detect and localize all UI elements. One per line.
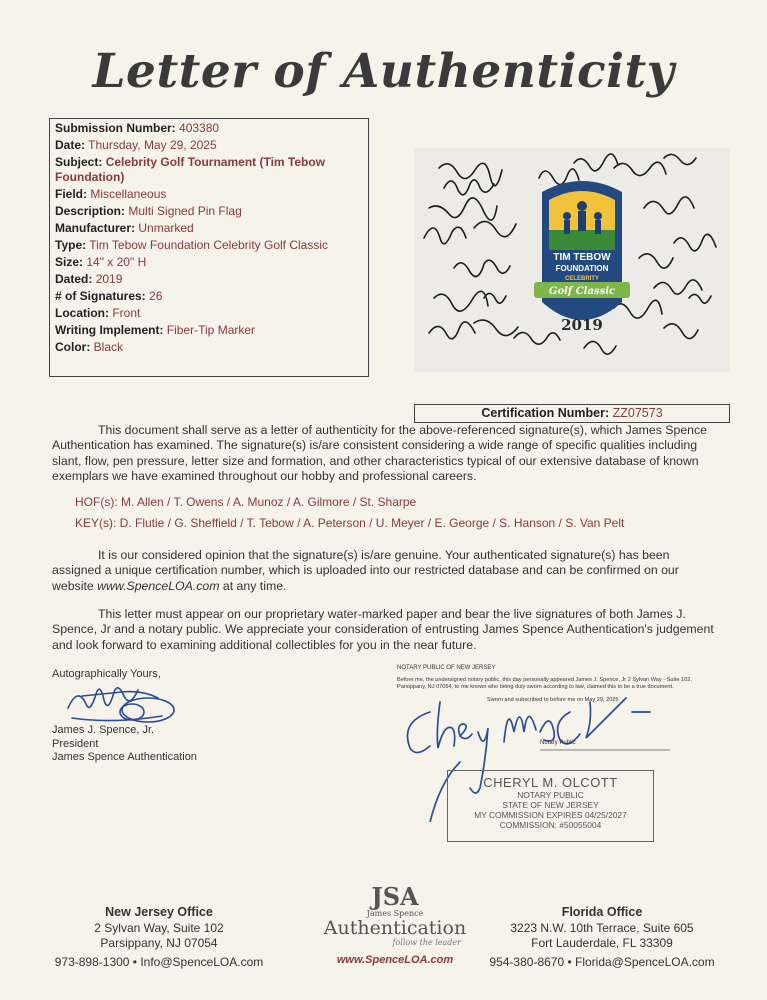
signed-pin-flag-photo bbox=[414, 148, 730, 372]
subject-value: Celebrity Golf Tournament (Tim Tebow Foundation) bbox=[55, 155, 326, 184]
type-value: Tim Tebow Foundation Celebrity Golf Classic bbox=[89, 238, 329, 252]
closing-salutation: Autographically Yours, bbox=[52, 668, 161, 680]
website-link[interactable]: www.SpenceLOA.com bbox=[97, 578, 220, 593]
key-signers: KEY(s): D. Flutie / G. Sheffield / T. Tebow / A. Peterson / U. Meyer / E. George / S. Hanson / S. Van Pelt bbox=[75, 516, 625, 530]
watermark-statement: This letter must appear on our proprietary water-marked paper and bear the live signatures of both James J. Spence, Jr and a notary public. We appreciate your consideration of entrusting James Spence Authentication's judgement and look forward to examining additional collectibles for you in the near future. bbox=[52, 607, 714, 652]
dated-row: Dated: 2019 bbox=[55, 272, 123, 286]
signer-role: President bbox=[52, 737, 99, 750]
stamp-name: CHERYL M. OLCOTT bbox=[483, 775, 618, 790]
submission-number: 403380 bbox=[179, 121, 220, 135]
dated-value: 2019 bbox=[95, 272, 123, 286]
submission-row: Submission Number: 403380 bbox=[55, 121, 220, 135]
logo-line1: TIM TEBOW bbox=[553, 252, 611, 263]
notary-sign-label: Notary Public bbox=[540, 740, 576, 746]
logo-line2: FOUNDATION bbox=[555, 264, 609, 273]
location-value: Front bbox=[112, 306, 141, 320]
date-value: Thursday, May 29, 2025 bbox=[88, 138, 217, 152]
logo-line3: CELEBRITY bbox=[564, 276, 600, 282]
jsa-logo bbox=[315, 882, 475, 971]
location-row: Location: Front bbox=[55, 306, 141, 320]
color-value: Black bbox=[93, 340, 124, 354]
manufacturer-row: Manufacturer: Unmarked bbox=[55, 221, 194, 235]
subject-row: Subject: Celebrity Golf Tournament (Tim Tebow Foundation) bbox=[55, 155, 326, 184]
signatures-row: # of Signatures: 26 bbox=[55, 289, 163, 303]
description-row: Description: Multi Signed Pin Flag bbox=[55, 204, 242, 218]
signatures-value: 26 bbox=[149, 289, 163, 303]
fl-contact: 954-380-8670 • Florida@SpenceLOA.com bbox=[489, 954, 715, 969]
logo-url[interactable]: www.SpenceLOA.com bbox=[336, 954, 454, 966]
logo-authentication: Authentication bbox=[323, 917, 467, 939]
certification-number-box bbox=[414, 404, 730, 423]
size-value: 14" x 20" H bbox=[86, 255, 147, 269]
date-row: Date: Thursday, May 29, 2025 bbox=[55, 138, 217, 152]
spence-signature bbox=[62, 678, 182, 728]
page-title: Letter of Authenticity bbox=[92, 44, 675, 99]
nj-contact: 973-898-1300 • Info@SpenceLOA.com bbox=[54, 954, 264, 969]
certification-number: ZZ07573 bbox=[612, 406, 663, 420]
logo-tagline: follow the leader bbox=[392, 938, 461, 947]
opinion-statement: It is our considered opinion that the signature(s) is/are genuine. Your authenticated signature(s) has been assigned a unique certification number, which is uploaded into our restricted database and can be confirmed on our website www.SpenceLOA.com at any time. bbox=[52, 548, 679, 593]
notary-sworn: Sworn and subscribed to before me on May 29, 2025 bbox=[487, 697, 619, 703]
logo-jsa: JSA bbox=[371, 882, 419, 911]
manufacturer-value: Unmarked bbox=[138, 221, 194, 235]
field-value: Miscellaneous bbox=[90, 187, 167, 201]
notary-header: NOTARY PUBLIC OF NEW JERSEY bbox=[397, 665, 496, 671]
certification-label: Certification Number: bbox=[481, 406, 610, 420]
signer-name: James J. Spence, Jr. bbox=[52, 724, 155, 736]
hof-signers: HOF(s): M. Allen / T. Owens / A. Munoz / A. Gilmore / St. Sharpe bbox=[75, 495, 417, 509]
logo-line4: Golf Classic bbox=[548, 286, 616, 297]
fl-office: Florida Office 3223 N.W. 10th Terrace, Suite 605 Fort Lauderdale, FL 33309 954-380-8670 • Florida@SpenceLOA.com bbox=[487, 905, 717, 970]
implement-row: Writing Implement: Fiber-Tip Marker bbox=[55, 323, 256, 337]
color-row: Color: Black bbox=[55, 340, 124, 354]
nj-office: New Jersey Office 2 Sylvan Way, Suite 102 Parsippany, NJ 07054 973-898-1300 • Info@SpenceLOA.com bbox=[44, 905, 274, 970]
flag-year: 2019 bbox=[561, 316, 603, 334]
authenticity-statement: This document shall serve as a letter of authenticity for the above-referenced signature(s), which James Spence Authentication has examined. The signature(s) is/are consistent considering a wide range of specific qualities including slant, flow, pen pressure, letter size and formation, and other characteristics typical of our extensive database of known exemplars we have examined throughout our hobby and professional careers. bbox=[52, 423, 708, 483]
pin-flag-image bbox=[414, 148, 730, 372]
notary-statement: Before me, the undersigned notary public, this day personally appeared James J. Spence, Jr 2 Sylvan Way - Suite 102, Parsippany, NJ 07054, to me known who being duly sworn according to law, claimed this to be a true document. Sworn and subscribed to before me on May 29, 2025 bbox=[397, 677, 707, 704]
description-value: Multi Signed Pin Flag bbox=[128, 204, 242, 218]
type-row: Type: Tim Tebow Foundation Celebrity Golf Classic bbox=[55, 238, 329, 252]
notary-stamp: CHERYL M. OLCOTT NOTARY PUBLIC STATE OF NEW JERSEY MY COMMISSION EXPIRES 04/25/2027 COMMISSION: #50055004 bbox=[447, 770, 654, 842]
size-row: Size: 14" x 20" H bbox=[55, 255, 147, 269]
implement-value: Fiber-Tip Marker bbox=[166, 323, 256, 337]
item-details-box bbox=[49, 118, 369, 377]
signer-block bbox=[52, 724, 197, 765]
signer-company: James Spence Authentication bbox=[52, 751, 197, 763]
logo-james-spence: James Spence bbox=[366, 909, 424, 918]
field-row: Field: Miscellaneous bbox=[55, 187, 167, 201]
